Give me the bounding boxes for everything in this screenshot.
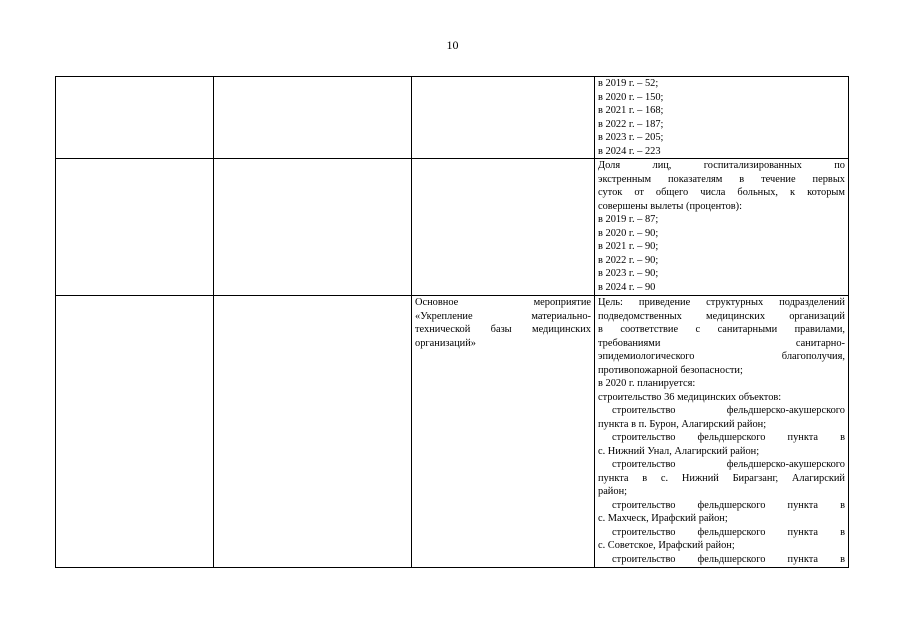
activity-line: технической базы медицинских: [415, 324, 591, 335]
construction-item-line: строительство фельдшерско-акушерского: [612, 459, 845, 470]
goal-line: эпидемиологического благополучия,: [598, 351, 845, 362]
activity-line: «Укрепление материально-: [415, 310, 591, 322]
construction-item-line: строительство фельдшерского пункта в: [612, 499, 845, 511]
activity-line: Основное мероприятие: [415, 297, 591, 308]
construction-item-line: строительство фельдшерского пункта в: [612, 432, 845, 443]
page-number: 10: [446, 38, 459, 52]
indicator-value-line: в 2023 г. – 90;: [598, 268, 659, 279]
cell-empty: [214, 159, 412, 296]
indicator-value-line: в 2020 г. – 150;: [598, 91, 664, 103]
cell-empty: [56, 296, 214, 568]
activity-cell: [412, 296, 595, 568]
cell-empty: [56, 77, 214, 159]
cell-empty: [412, 159, 595, 296]
indicator-cell: [595, 159, 849, 296]
indicator-value-line: в 2023 г. – 205;: [598, 132, 664, 143]
cell-empty: [412, 77, 595, 159]
activity-line: организаций»: [415, 337, 476, 349]
table-row: [56, 159, 849, 296]
indicator-heading-line: Доля лиц, госпитализированных по: [598, 160, 845, 171]
indicator-value-line: в 2024 г. – 223: [598, 145, 661, 157]
indicator-value-line: в 2020 г. – 90;: [598, 227, 659, 239]
construction-item-line: строительство фельдшерского пункта в: [612, 526, 845, 538]
goal-line: требованиями санитарно-: [598, 337, 845, 349]
cell-empty: [56, 159, 214, 296]
table-row: [56, 296, 849, 568]
indicator-value-line: в 2021 г. – 90;: [598, 241, 659, 252]
construction-item-line: строительство фельдшерско-акушерского: [612, 405, 845, 416]
construction-item-line: пункта в п. Бурон, Алагирский район;: [598, 418, 767, 430]
indicator-value-line: в 2022 г. – 187;: [598, 118, 664, 130]
goal-cell: [595, 296, 849, 568]
table-row: [56, 77, 849, 159]
goal-line: Цель: приведение структурных подразделений: [598, 297, 845, 308]
indicator-heading-line: совершены вылеты (процентов):: [598, 200, 743, 212]
construction-item-line: с. Махческ, Ирафский район;: [598, 513, 728, 524]
indicator-value-line: в 2019 г. – 87;: [598, 214, 659, 225]
goal-line: противопожарной безопасности;: [598, 364, 743, 376]
cell-empty: [214, 77, 412, 159]
indicator-value-line: в 2022 г. – 90;: [598, 254, 659, 266]
indicator-value-line: в 2024 г. – 90: [598, 281, 656, 293]
construction-item-line: пункта в с. Нижний Бирагзанг, Алагирский: [598, 472, 845, 484]
program-table: [55, 76, 849, 568]
indicator-value-line: в 2021 г. – 168;: [598, 105, 664, 116]
plan-line: в 2020 г. планируется:: [598, 378, 696, 389]
goal-line: подведомственных медицинских организаций: [598, 310, 845, 322]
cell-empty: [214, 296, 412, 568]
construction-item-line: с. Нижний Унал, Алагирский район;: [598, 445, 760, 457]
indicator-heading-line: экстренным показателям в течение первых: [598, 173, 845, 185]
plan-line: строительство 36 медицинских объектов:: [598, 391, 782, 403]
indicator-heading-line: суток от общего числа больных, к которым: [598, 187, 845, 198]
construction-item-line: район;: [598, 486, 628, 497]
construction-item-line: строительство фельдшерского пункта в: [612, 553, 845, 565]
indicator-cell: [595, 77, 849, 159]
construction-item-line: с. Советское, Ирафский район;: [598, 540, 735, 551]
indicator-value-line: в 2019 г. – 52;: [598, 78, 659, 89]
goal-line: в соответствие с санитарными правилами,: [598, 324, 845, 335]
